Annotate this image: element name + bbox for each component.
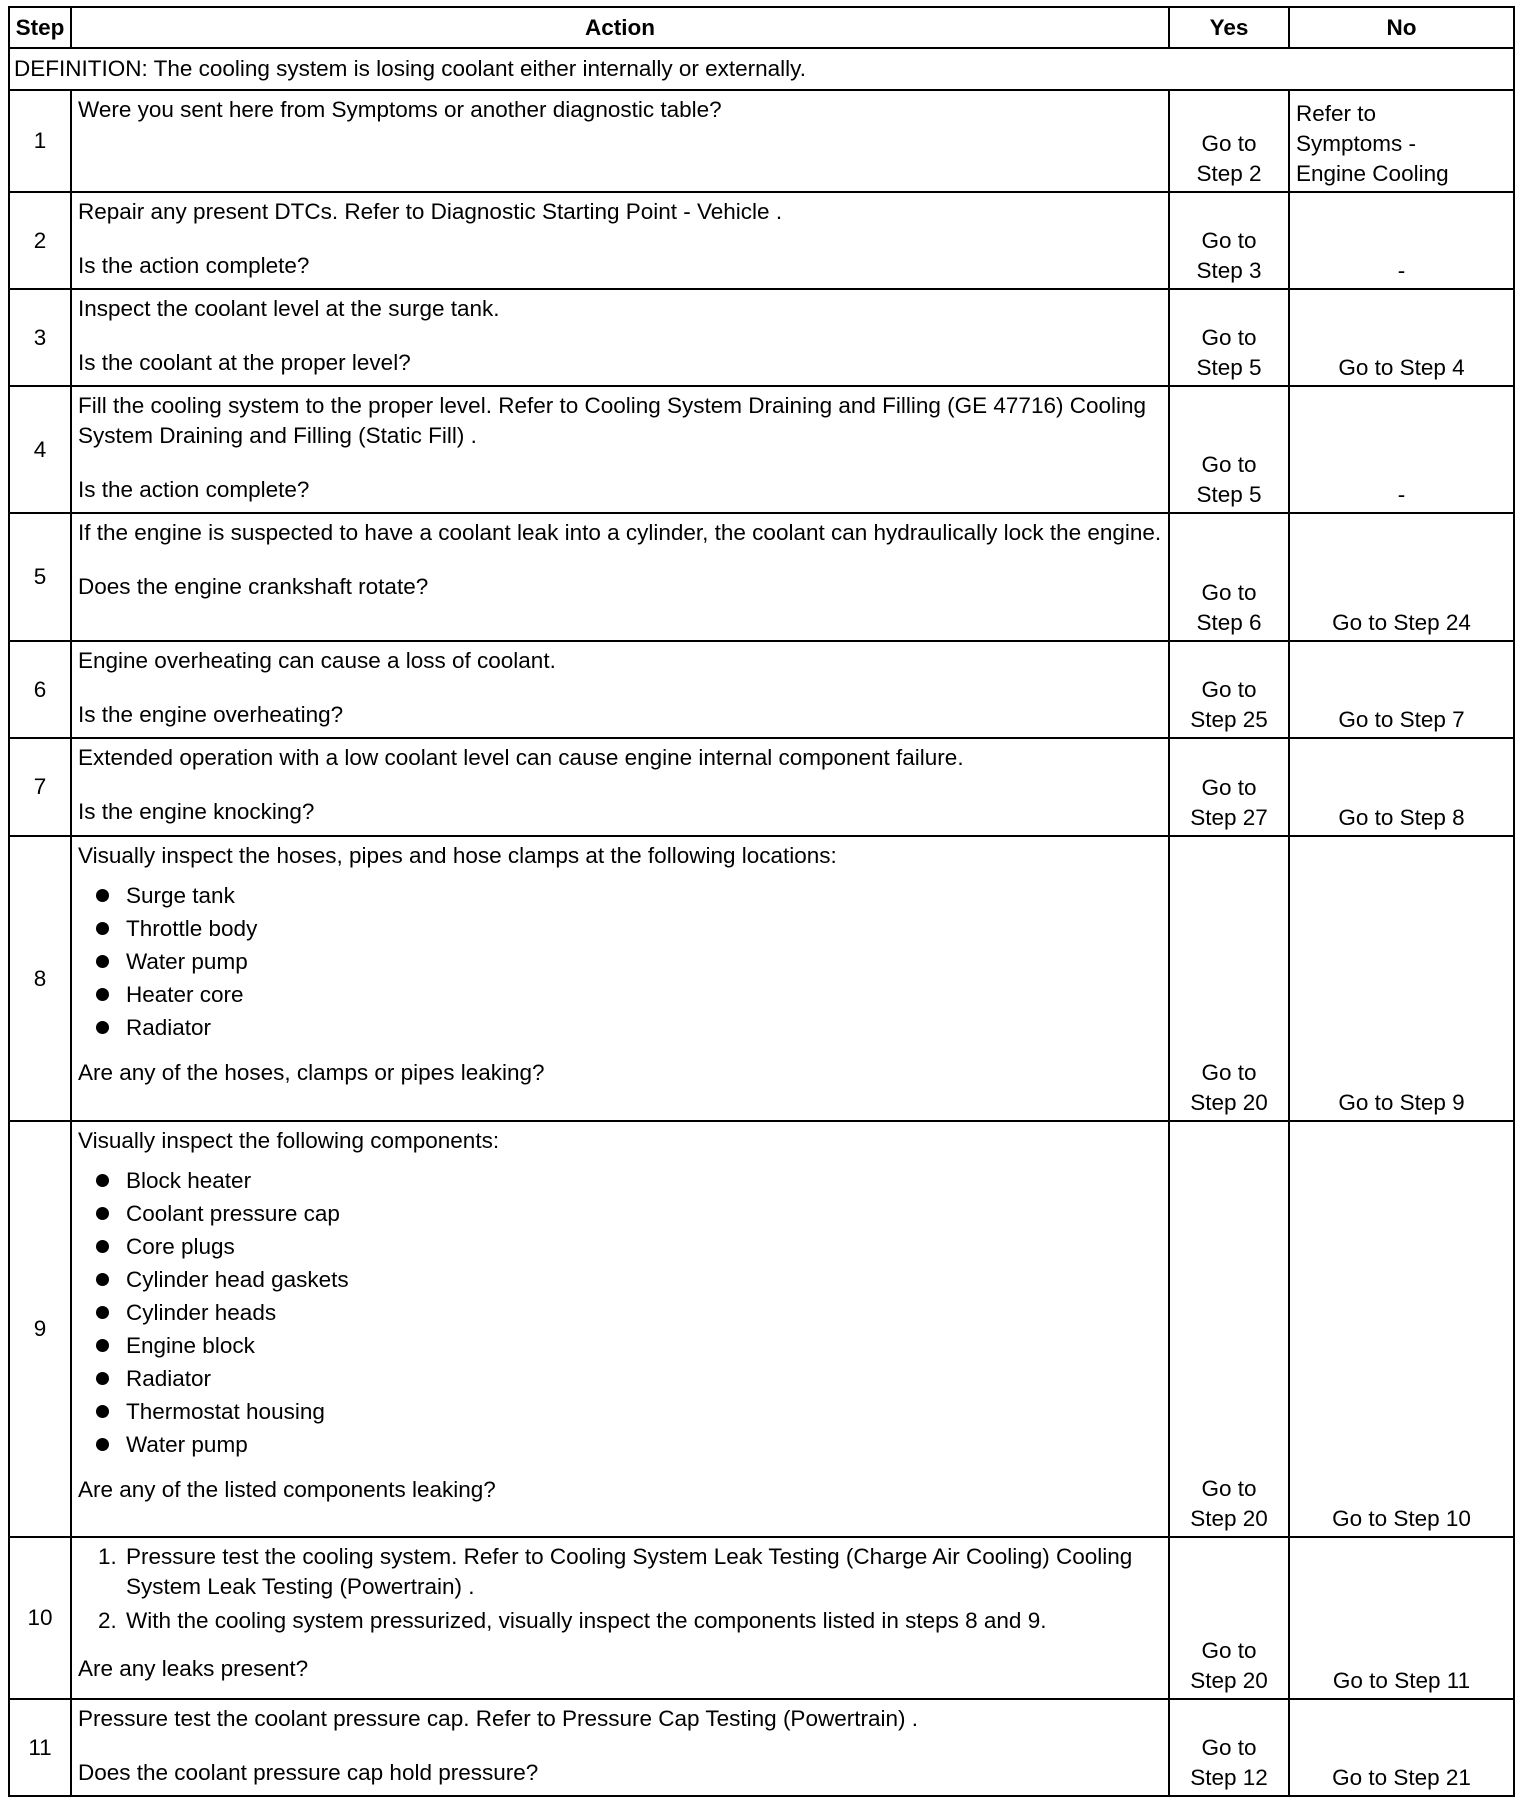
- list-item-text: Thermostat housing: [126, 1399, 325, 1424]
- yes-line: Go to: [1201, 1638, 1257, 1663]
- action-cell: [71, 289, 1169, 386]
- no-cell: [1289, 90, 1514, 192]
- bullet-icon: [96, 1207, 109, 1220]
- list-item: [96, 1263, 1162, 1296]
- table-row: [9, 1121, 1514, 1537]
- list-item-text: Throttle body: [126, 916, 258, 941]
- yes-line: Step 20: [1190, 1506, 1268, 1531]
- no-line: Engine Cooling: [1296, 161, 1449, 186]
- yes-line: Step 3: [1196, 258, 1262, 283]
- no-cell: Go to Step 9: [1289, 836, 1514, 1121]
- bullet-icon: [96, 1438, 109, 1451]
- action-question: Does the coolant pressure cap hold pressure?: [78, 1760, 539, 1785]
- yes-line: Step 20: [1190, 1090, 1268, 1115]
- no-cell: Go to Step 11: [1289, 1537, 1514, 1699]
- table-row: [9, 1699, 1514, 1796]
- table-row: [9, 513, 1514, 641]
- action-question: Are any of the listed components leaking?: [78, 1477, 496, 1502]
- list-item-text: Core plugs: [126, 1234, 235, 1259]
- definition-row: [9, 48, 1514, 90]
- diagnostic-table-container: [8, 6, 1515, 1797]
- no-line: Refer to: [1296, 101, 1377, 126]
- no-cell: Go to Step 21: [1289, 1699, 1514, 1796]
- no-line: Symptoms -: [1296, 131, 1417, 156]
- action-question: Are any leaks present?: [78, 1656, 309, 1681]
- action-text: Were you sent here from Symptoms or another diagnostic table?: [78, 97, 722, 122]
- action-cell: [71, 738, 1169, 836]
- step-number: 6: [9, 641, 71, 738]
- list-item: [96, 879, 1162, 912]
- list-item-text: Surge tank: [126, 883, 235, 908]
- yes-line: Step 12: [1190, 1765, 1268, 1790]
- table-row: [9, 641, 1514, 738]
- bullet-icon: [96, 1372, 109, 1385]
- action-question: Is the engine overheating?: [78, 702, 344, 727]
- step-number: 1: [9, 90, 71, 192]
- action-text: Repair any present DTCs. Refer to Diagnostic Starting Point - Vehicle .: [78, 199, 783, 224]
- no-cell: Go to Step 8: [1289, 738, 1514, 836]
- list-item-text: Radiator: [126, 1015, 212, 1040]
- action-text: Fill the cooling system to the proper level. Refer to Cooling System Draining and Filling (GE 47716) Cooling System Draining and Filling (Static Fill) .: [78, 393, 1147, 448]
- bullet-icon: [96, 1174, 109, 1187]
- no-cell: Go to Step 4: [1289, 289, 1514, 386]
- step-number: 7: [9, 738, 71, 836]
- table-row: [9, 386, 1514, 513]
- yes-cell: [1169, 836, 1289, 1121]
- action-text: Engine overheating can cause a loss of coolant.: [78, 648, 556, 673]
- yes-cell: [1169, 513, 1289, 641]
- list-number: 1.: [98, 1544, 117, 1569]
- step-number: 9: [9, 1121, 71, 1537]
- bullet-icon: [96, 1273, 109, 1286]
- list-item-text: Water pump: [126, 949, 248, 974]
- header-step: Step: [9, 7, 71, 48]
- list-item: [96, 1011, 1162, 1044]
- header-row: [9, 7, 1514, 48]
- yes-line: Go to: [1201, 325, 1257, 350]
- bullet-list: [78, 879, 1162, 1044]
- bullet-icon: [96, 922, 109, 935]
- action-text: Visually inspect the following components:: [78, 1128, 500, 1153]
- yes-line: Step 27: [1190, 805, 1268, 830]
- yes-cell: [1169, 641, 1289, 738]
- diagnostic-table: [8, 6, 1515, 1797]
- list-item: [96, 1164, 1162, 1197]
- step-number: 8: [9, 836, 71, 1121]
- yes-line: Go to: [1201, 1060, 1257, 1085]
- yes-cell: [1169, 289, 1289, 386]
- header-yes: Yes: [1169, 7, 1289, 48]
- table-row: [9, 192, 1514, 289]
- table-row: [9, 836, 1514, 1121]
- bullet-icon: [96, 988, 109, 1001]
- list-item: [96, 978, 1162, 1011]
- table-row: [9, 1537, 1514, 1699]
- yes-line: Go to: [1201, 775, 1257, 800]
- step-number: 2: [9, 192, 71, 289]
- list-item: [96, 912, 1162, 945]
- no-cell: Go to Step 24: [1289, 513, 1514, 641]
- list-item-text: Radiator: [126, 1366, 212, 1391]
- list-item: [98, 1606, 1162, 1636]
- yes-line: Step 5: [1196, 355, 1262, 380]
- step-number: 10: [9, 1537, 71, 1699]
- list-item-text: Water pump: [126, 1432, 248, 1457]
- list-item: [98, 1542, 1162, 1602]
- action-cell: [71, 1537, 1169, 1699]
- yes-cell: [1169, 1121, 1289, 1537]
- yes-line: Step 2: [1196, 161, 1262, 186]
- definition-text: DEFINITION: The cooling system is losing coolant either internally or externally.: [9, 48, 1514, 90]
- list-number: 2.: [98, 1608, 117, 1633]
- action-cell: [71, 90, 1169, 192]
- list-item: [96, 1230, 1162, 1263]
- action-question: Is the action complete?: [78, 477, 310, 502]
- action-question: Is the coolant at the proper level?: [78, 350, 411, 375]
- yes-cell: [1169, 90, 1289, 192]
- bullet-icon: [96, 1021, 109, 1034]
- bullet-icon: [96, 955, 109, 968]
- yes-line: Step 20: [1190, 1668, 1268, 1693]
- table-row: [9, 90, 1514, 192]
- list-item-text: Block heater: [126, 1168, 252, 1193]
- yes-line: Step 6: [1196, 610, 1262, 635]
- list-item-text: With the cooling system pressurized, visually inspect the components listed in steps 8 and 9.: [126, 1608, 1047, 1633]
- yes-line: Go to: [1201, 1735, 1257, 1760]
- bullet-icon: [96, 1339, 109, 1352]
- yes-line: Go to: [1201, 677, 1257, 702]
- yes-line: Step 5: [1196, 482, 1262, 507]
- list-item: [96, 1428, 1162, 1461]
- action-cell: [71, 192, 1169, 289]
- action-text: Extended operation with a low coolant level can cause engine internal component failure.: [78, 745, 964, 770]
- step-number: 3: [9, 289, 71, 386]
- action-cell: [71, 836, 1169, 1121]
- yes-cell: [1169, 386, 1289, 513]
- list-item: [96, 1362, 1162, 1395]
- yes-line: Go to: [1201, 1476, 1257, 1501]
- numbered-list: [78, 1542, 1162, 1636]
- action-text: If the engine is suspected to have a coolant leak into a cylinder, the coolant can hydraulically lock the engine.: [78, 520, 1162, 545]
- action-question: Does the engine crankshaft rotate?: [78, 574, 429, 599]
- table-row: [9, 738, 1514, 836]
- yes-cell: [1169, 1537, 1289, 1699]
- action-text: Visually inspect the hoses, pipes and hose clamps at the following locations:: [78, 843, 837, 868]
- list-item: [96, 1395, 1162, 1428]
- action-cell: [71, 1121, 1169, 1537]
- yes-cell: [1169, 1699, 1289, 1796]
- header-action: Action: [71, 7, 1169, 48]
- bullet-icon: [96, 1405, 109, 1418]
- yes-line: Go to: [1201, 580, 1257, 605]
- no-cell: -: [1289, 386, 1514, 513]
- action-cell: [71, 386, 1169, 513]
- no-cell: Go to Step 10: [1289, 1121, 1514, 1537]
- bullet-icon: [96, 1306, 109, 1319]
- no-cell: Go to Step 7: [1289, 641, 1514, 738]
- yes-line: Go to: [1201, 131, 1257, 156]
- no-cell: -: [1289, 192, 1514, 289]
- yes-line: Go to: [1201, 452, 1257, 477]
- action-text: Inspect the coolant level at the surge tank.: [78, 296, 500, 321]
- action-question: Is the action complete?: [78, 253, 310, 278]
- action-cell: [71, 1699, 1169, 1796]
- yes-cell: [1169, 192, 1289, 289]
- list-item: [96, 945, 1162, 978]
- list-item-text: Pressure test the cooling system. Refer to Cooling System Leak Testing (Charge Air Cooling) Cooling System Leak Testing (Powertrain) .: [126, 1544, 1133, 1599]
- bullet-icon: [96, 889, 109, 902]
- list-item-text: Engine block: [126, 1333, 255, 1358]
- step-number: 5: [9, 513, 71, 641]
- table-row: [9, 289, 1514, 386]
- list-item: [96, 1296, 1162, 1329]
- list-item: [96, 1329, 1162, 1362]
- step-number: 11: [9, 1699, 71, 1796]
- list-item-text: Heater core: [126, 982, 244, 1007]
- action-question: Is the engine knocking?: [78, 799, 315, 824]
- list-item-text: Cylinder head gaskets: [126, 1267, 349, 1292]
- action-cell: [71, 641, 1169, 738]
- list-item: [96, 1197, 1162, 1230]
- yes-line: Go to: [1201, 228, 1257, 253]
- bullet-icon: [96, 1240, 109, 1253]
- list-item-text: Coolant pressure cap: [126, 1201, 340, 1226]
- list-item-text: Cylinder heads: [126, 1300, 277, 1325]
- action-question: Are any of the hoses, clamps or pipes leaking?: [78, 1060, 545, 1085]
- header-no: No: [1289, 7, 1514, 48]
- yes-cell: [1169, 738, 1289, 836]
- step-number: 4: [9, 386, 71, 513]
- action-cell: [71, 513, 1169, 641]
- yes-line: Step 25: [1190, 707, 1268, 732]
- bullet-list: [78, 1164, 1162, 1461]
- action-text: Pressure test the coolant pressure cap. Refer to Pressure Cap Testing (Powertrain) .: [78, 1706, 918, 1731]
